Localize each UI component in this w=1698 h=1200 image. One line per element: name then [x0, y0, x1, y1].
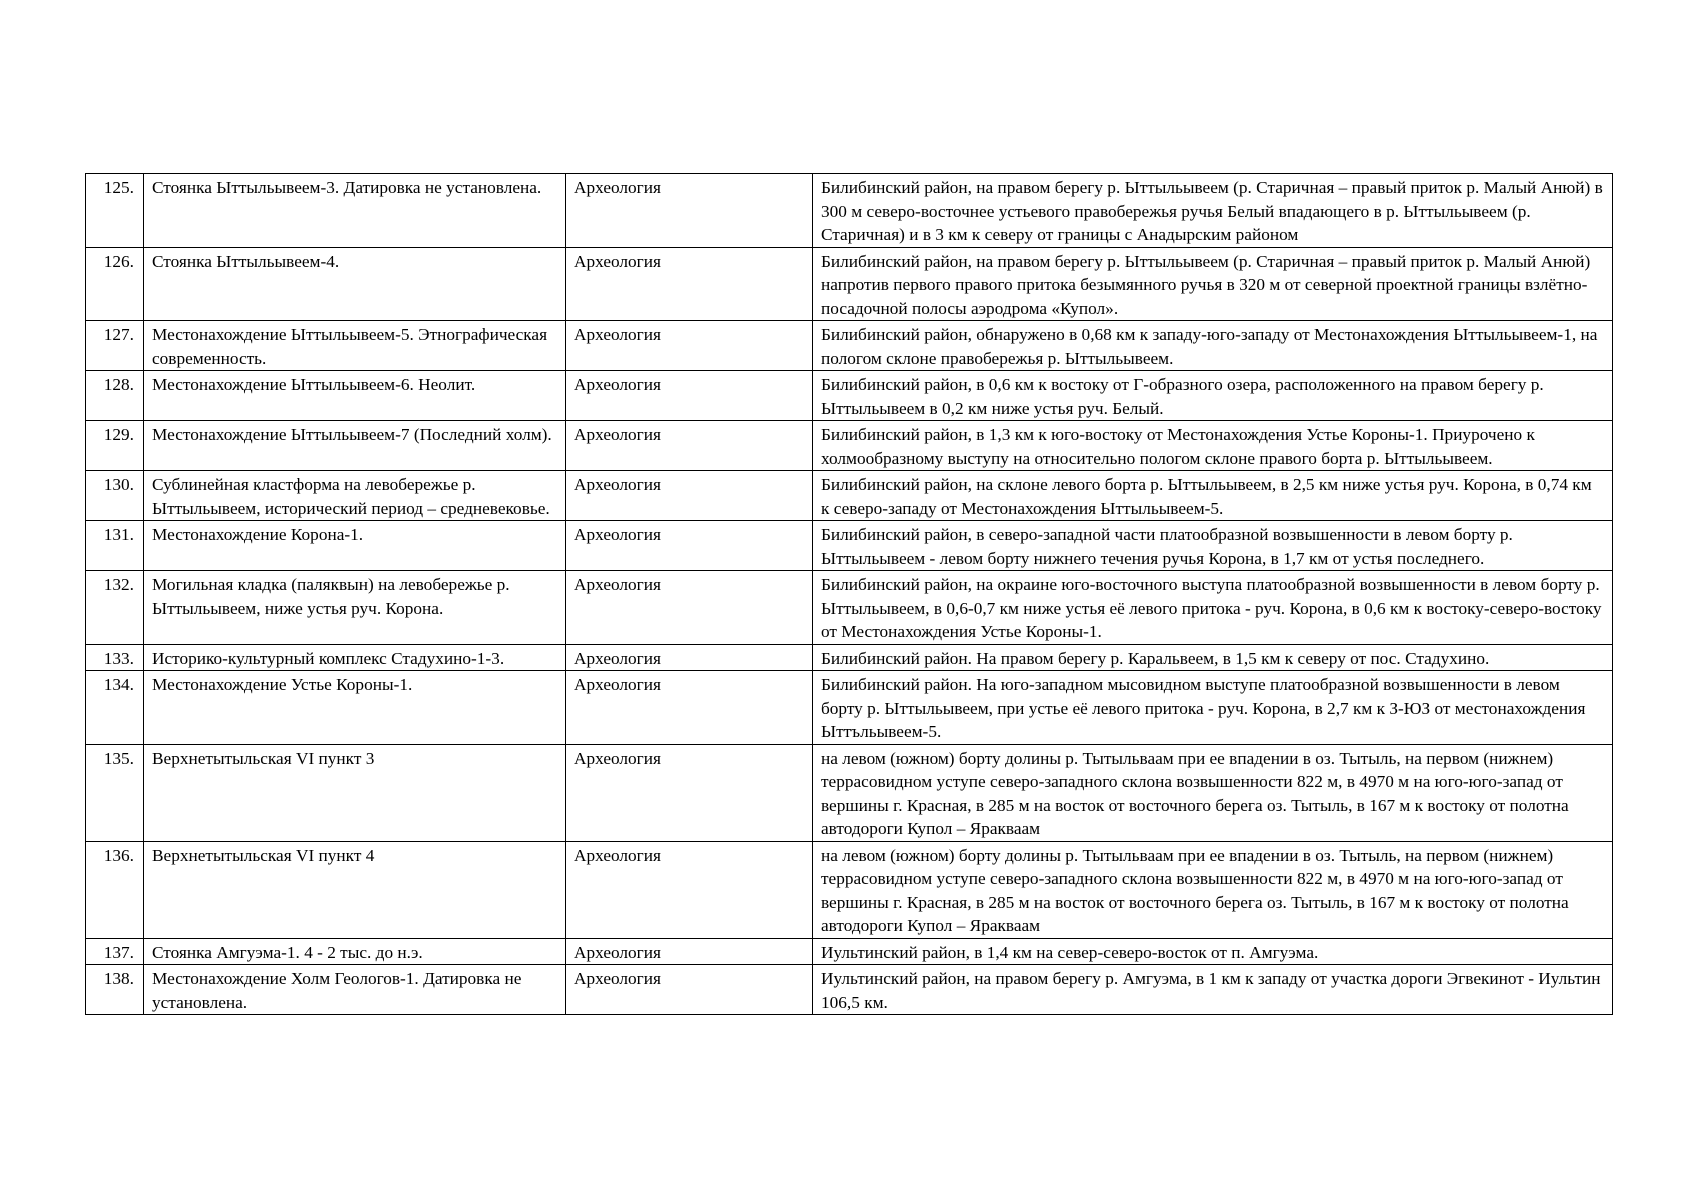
heritage-sites-table — [85, 173, 1613, 1015]
table-body — [86, 174, 1613, 1015]
site-location: на левом (южном) борту долины р. Тытыльваам при ее впадении в оз. Тытыль, на первом (нижнем) террасовидном уступе северо-западного склона возвышенности 822 м, в 4970 м на юго-юго-запад от вершины г. Красная, в 285 м на восток от восточного берега оз. Тытыль, в 167 м к востоку от полотна автодороги Купол – Яракваам — [813, 744, 1613, 841]
site-name: Сублинейная кластформа на левобережье р. Ыттыльывеем, исторический период – средневековье. — [144, 471, 566, 521]
row-number: 127. — [86, 321, 144, 371]
row-number: 135. — [86, 744, 144, 841]
site-location: Билибинский район, на правом берегу р. Ыттыльывеем (р. Старичная – правый приток р. Малый Анюй) напротив первого правого притока безымянного ручья в 320 м от северной проектной границы взлётно-посадочной полосы аэродрома «Купол». — [813, 247, 1613, 321]
site-category: Археология — [566, 421, 813, 471]
row-number: 134. — [86, 671, 144, 745]
table-row — [86, 965, 1613, 1015]
site-location: Иультинский район, в 1,4 км на север-северо-восток от п. Амгуэма. — [813, 938, 1613, 965]
site-location: Билибинский район, в 0,6 км к востоку от Г-образного озера, расположенного на правом берегу р. Ыттыльывеем в 0,2 км ниже устья руч. Белый. — [813, 371, 1613, 421]
row-number: 133. — [86, 644, 144, 671]
site-category: Археология — [566, 938, 813, 965]
row-number: 129. — [86, 421, 144, 471]
table-row — [86, 421, 1613, 471]
site-category: Археология — [566, 671, 813, 745]
table-row — [86, 174, 1613, 248]
site-category: Археология — [566, 841, 813, 938]
table-row — [86, 471, 1613, 521]
site-location: Билибинский район, на правом берегу р. Ыттыльывеем (р. Старичная – правый приток р. Малый Анюй) в 300 м северо-восточнее устьевого правобережья ручья Белый впадающего в р. Ыттыльывеем (р. Старичная) и в 3 км к северу от границы с Анадырским районом — [813, 174, 1613, 248]
site-name: Местонахождение Ыттыльывеем-5. Этнографическая современность. — [144, 321, 566, 371]
site-location: Билибинский район, на окраине юго-восточного выступа платообразной возвышенности в левом борту р. Ыттыльывеем, в 0,6-0,7 км ниже устья её левого притока - руч. Корона, в 0,6 км к востоку-северо-востоку от Местонахождения Устье Короны-1. — [813, 571, 1613, 645]
table-row — [86, 938, 1613, 965]
table-row — [86, 841, 1613, 938]
site-location: Билибинский район. На юго-западном мысовидном выступе платообразной возвышенности в левом борту р. Ыттыльывеем, при устье её левого притока - руч. Корона, в 2,7 км к З-ЮЗ от местонахождения Ыттъльывеем-5. — [813, 671, 1613, 745]
row-number: 128. — [86, 371, 144, 421]
site-name: Местонахождение Ыттыльывеем-6. Неолит. — [144, 371, 566, 421]
site-location: на левом (южном) борту долины р. Тытыльваам при ее впадении в оз. Тытыль, на первом (нижнем) террасовидном уступе северо-западного склона возвышенности 822 м, в 4970 м на юго-юго-запад от вершины г. Красная, в 285 м на восток от восточного берега оз. Тытыль, в 167 м к востоку от полотна автодороги Купол – Яракваам — [813, 841, 1613, 938]
row-number: 125. — [86, 174, 144, 248]
site-category: Археология — [566, 521, 813, 571]
row-number: 132. — [86, 571, 144, 645]
site-category: Археология — [566, 371, 813, 421]
row-number: 136. — [86, 841, 144, 938]
site-name: Местонахождение Устье Короны-1. — [144, 671, 566, 745]
row-number: 130. — [86, 471, 144, 521]
row-number: 126. — [86, 247, 144, 321]
table-row — [86, 321, 1613, 371]
site-location: Билибинский район, в 1,3 км к юго-востоку от Местонахождения Устье Короны-1. Приурочено к холмообразному выступу на относительно пологом склоне правого борта р. Ыттыльывеем. — [813, 421, 1613, 471]
site-category: Археология — [566, 174, 813, 248]
table-row — [86, 671, 1613, 745]
site-name: Верхнетытыльская VI пункт 3 — [144, 744, 566, 841]
site-location: Иультинский район, на правом берегу р. Амгуэма, в 1 км к западу от участка дороги Эгвекинот - Иультин 106,5 км. — [813, 965, 1613, 1015]
site-name: Стоянка Ыттыльывеем-4. — [144, 247, 566, 321]
table-row — [86, 744, 1613, 841]
site-location: Билибинский район, в северо-западной части платообразной возвышенности в левом борту р. Ыттыльывеем - левом борту нижнего течения ручья Корона, в 1,7 км от устья последнего. — [813, 521, 1613, 571]
table-row — [86, 521, 1613, 571]
site-category: Археология — [566, 744, 813, 841]
row-number: 131. — [86, 521, 144, 571]
table-row — [86, 247, 1613, 321]
row-number: 138. — [86, 965, 144, 1015]
site-location: Билибинский район, обнаружено в 0,68 км к западу-юго-западу от Местонахождения Ыттыльывеем-1, на пологом склоне правобережья р. Ыттыльывеем. — [813, 321, 1613, 371]
table-row — [86, 371, 1613, 421]
site-name: Историко-культурный комплекс Стадухино-1-3. — [144, 644, 566, 671]
site-location: Билибинский район. На правом берегу р. Каральвеем, в 1,5 км к северу от пос. Стадухино. — [813, 644, 1613, 671]
site-name: Местонахождение Ыттыльывеем-7 (Последний холм). — [144, 421, 566, 471]
site-name: Местонахождение Корона-1. — [144, 521, 566, 571]
site-location: Билибинский район, на склоне левого борта р. Ыттыльывеем, в 2,5 км ниже устья руч. Корона, в 0,74 км к северо-западу от Местонахождения Ыттыльывеем-5. — [813, 471, 1613, 521]
site-category: Археология — [566, 321, 813, 371]
site-name: Стоянка Ыттыльывеем-3. Датировка не установлена. — [144, 174, 566, 248]
site-name: Местонахождение Холм Геологов-1. Датировка не установлена. — [144, 965, 566, 1015]
site-category: Археология — [566, 644, 813, 671]
site-category: Археология — [566, 571, 813, 645]
site-name: Могильная кладка (паляквын) на левобережье р. Ыттыльывеем, ниже устья руч. Корона. — [144, 571, 566, 645]
table-row — [86, 571, 1613, 645]
site-category: Археология — [566, 471, 813, 521]
site-name: Стоянка Амгуэма-1. 4 - 2 тыс. до н.э. — [144, 938, 566, 965]
site-name: Верхнетытыльская VI пункт 4 — [144, 841, 566, 938]
row-number: 137. — [86, 938, 144, 965]
site-category: Археология — [566, 247, 813, 321]
table-row — [86, 644, 1613, 671]
site-category: Археология — [566, 965, 813, 1015]
